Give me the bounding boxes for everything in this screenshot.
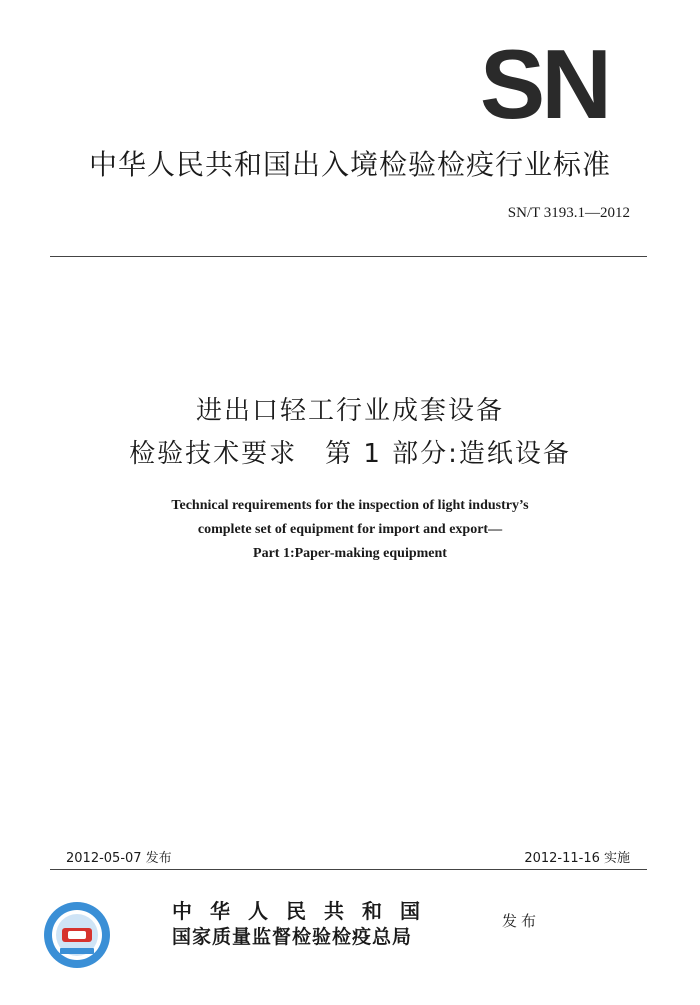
sn-logo-text: SN	[479, 46, 609, 120]
title-en-line1: Technical requirements for the inspection of light industry’s	[171, 498, 529, 513]
title-cn-line2: 检验技术要求 第 1 部分:造纸设备	[129, 439, 571, 469]
publish-label: 发布	[502, 912, 541, 930]
issuer-block	[172, 898, 438, 950]
top-divider	[50, 256, 647, 257]
bottom-divider	[50, 869, 647, 870]
aqsiq-seal-icon	[42, 900, 112, 970]
standard-number: SN/T 3193.1—2012	[507, 205, 630, 221]
title-en-line2: complete set of equipment for import and export—	[197, 522, 503, 537]
issue-date: 2012-05-07 发布	[66, 851, 172, 866]
issuer-line2: 国家质量监督检验检疫总局	[172, 926, 413, 948]
issuer-line1: 中华人民共和国	[172, 899, 438, 923]
industry-standard-title: 中华人民共和国出入境检验检疫行业标准	[88, 148, 611, 181]
sn-logo	[474, 46, 614, 120]
title-en-line3: Part 1:Paper-making equipment	[253, 546, 447, 561]
implementation-date: 2012-11-16 实施	[524, 851, 630, 866]
title-cn-line1: 进出口轻工行业成套设备	[195, 396, 504, 426]
